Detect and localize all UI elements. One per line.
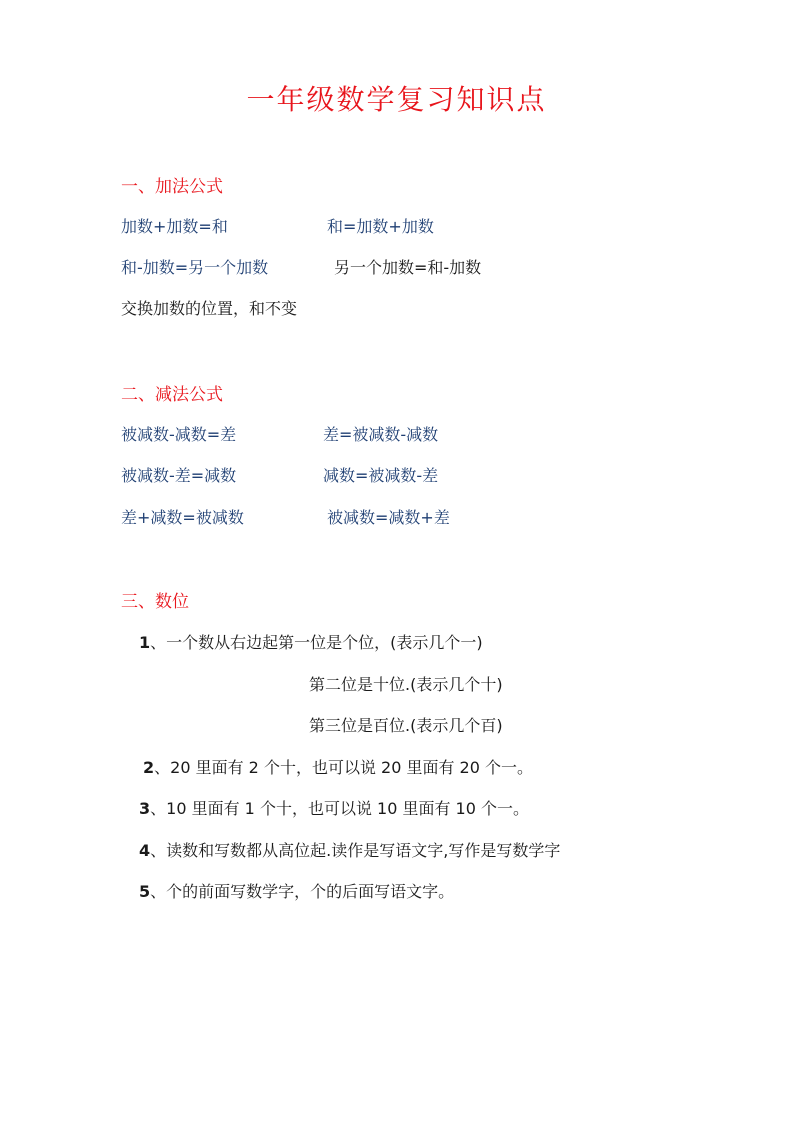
item-text: 、个的前面写数学字，个的后面写语文字。 (150, 882, 455, 901)
subtraction-formula: 被减数-减数=差 (121, 425, 237, 444)
subtraction-formula: 被减数=减数+差 (327, 508, 450, 527)
section-heading-place-value: 三、数位 (121, 592, 189, 612)
item-number: 3 (139, 799, 151, 818)
place-value-item (139, 796, 529, 819)
addition-formula: 和=加数+加数 (327, 217, 434, 236)
subtraction-formula: 差+减数=被减数 (121, 508, 244, 527)
item-text: 第二位是十位.(表示几个十) (309, 675, 503, 694)
item-number: 5 (139, 882, 151, 901)
subtraction-formula: 差=被减数-减数 (323, 425, 439, 444)
place-value-item (309, 713, 503, 736)
addition-note: 交换加数的位置，和不变 (121, 299, 298, 318)
addition-formula: 和-加数=另一个加数 (121, 258, 269, 277)
item-text: 、一个数从右边起第一位是个位，(表示几个一) (150, 633, 483, 652)
addition-formula: 另一个加数=和-加数 (334, 258, 482, 277)
subtraction-formula: 被减数-差=减数 (121, 466, 237, 485)
section-heading-addition: 一、加法公式 (121, 177, 223, 197)
place-value-item (139, 838, 560, 861)
page-title: 一年级数学复习知识点 (246, 83, 547, 116)
item-text: 第三位是百位.(表示几个百) (309, 716, 503, 735)
item-text: 、10 里面有 1 个十，也可以说 10 里面有 10 个一。 (150, 799, 530, 818)
item-number: 1 (139, 633, 151, 652)
place-value-item (139, 879, 454, 902)
place-value-item (139, 630, 483, 653)
item-number: 4 (139, 841, 151, 860)
item-number: 2 (143, 758, 155, 777)
section-heading-subtraction: 二、减法公式 (121, 385, 223, 405)
item-text: 、读数和写数都从高位起.读作是写语文字,写作是写数学字 (150, 841, 561, 860)
addition-formula: 加数+加数=和 (121, 217, 228, 236)
place-value-item (143, 755, 533, 778)
item-text: 、20 里面有 2 个十，也可以说 20 里面有 20 个一。 (154, 758, 534, 777)
place-value-item (309, 672, 503, 695)
subtraction-formula: 减数=被减数-差 (323, 466, 439, 485)
